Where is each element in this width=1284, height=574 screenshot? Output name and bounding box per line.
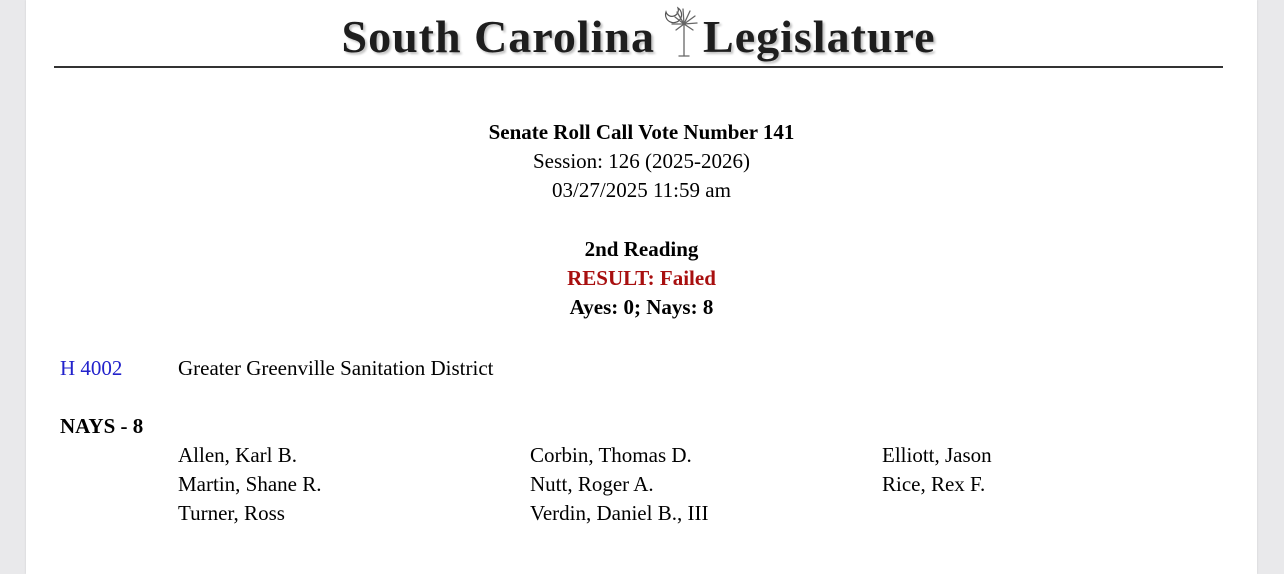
bill-number-link[interactable]: H 4002: [60, 356, 123, 380]
palmetto-crescent-icon: [657, 6, 701, 62]
vote-datetime: 03/27/2025 11:59 am: [552, 178, 731, 202]
member-name: Elliott, Jason: [882, 443, 992, 467]
member-name: Martin, Shane R.: [178, 472, 322, 496]
vote-outcome: [26, 235, 1257, 322]
member-name: Turner, Ross: [178, 501, 285, 525]
member-name: Allen, Karl B.: [178, 443, 297, 467]
masthead-title-left: South Carolina: [341, 11, 656, 62]
nays-member-list: [178, 441, 1238, 528]
session-line: Session: 126 (2025-2026): [533, 149, 750, 173]
masthead: [54, 0, 1223, 68]
masthead-title-right: Legislature: [703, 11, 936, 62]
nays-heading: NAYS - 8: [60, 414, 144, 438]
member-name: Rice, Rex F.: [882, 472, 986, 496]
result-line: RESULT: Failed: [567, 266, 716, 290]
member-name: Corbin, Thomas D.: [530, 443, 692, 467]
document-page: [26, 0, 1257, 574]
bill-description: Greater Greenville Sanitation District: [178, 356, 494, 380]
reading-line: 2nd Reading: [584, 237, 699, 261]
vote-title: Senate Roll Call Vote Number 141: [488, 120, 795, 144]
member-name: Nutt, Roger A.: [530, 472, 654, 496]
member-name: Verdin, Daniel B., III: [530, 501, 709, 525]
tally-line: Ayes: 0; Nays: 8: [569, 295, 714, 319]
vote-header: [26, 118, 1257, 205]
masthead-title: [54, 6, 1223, 63]
